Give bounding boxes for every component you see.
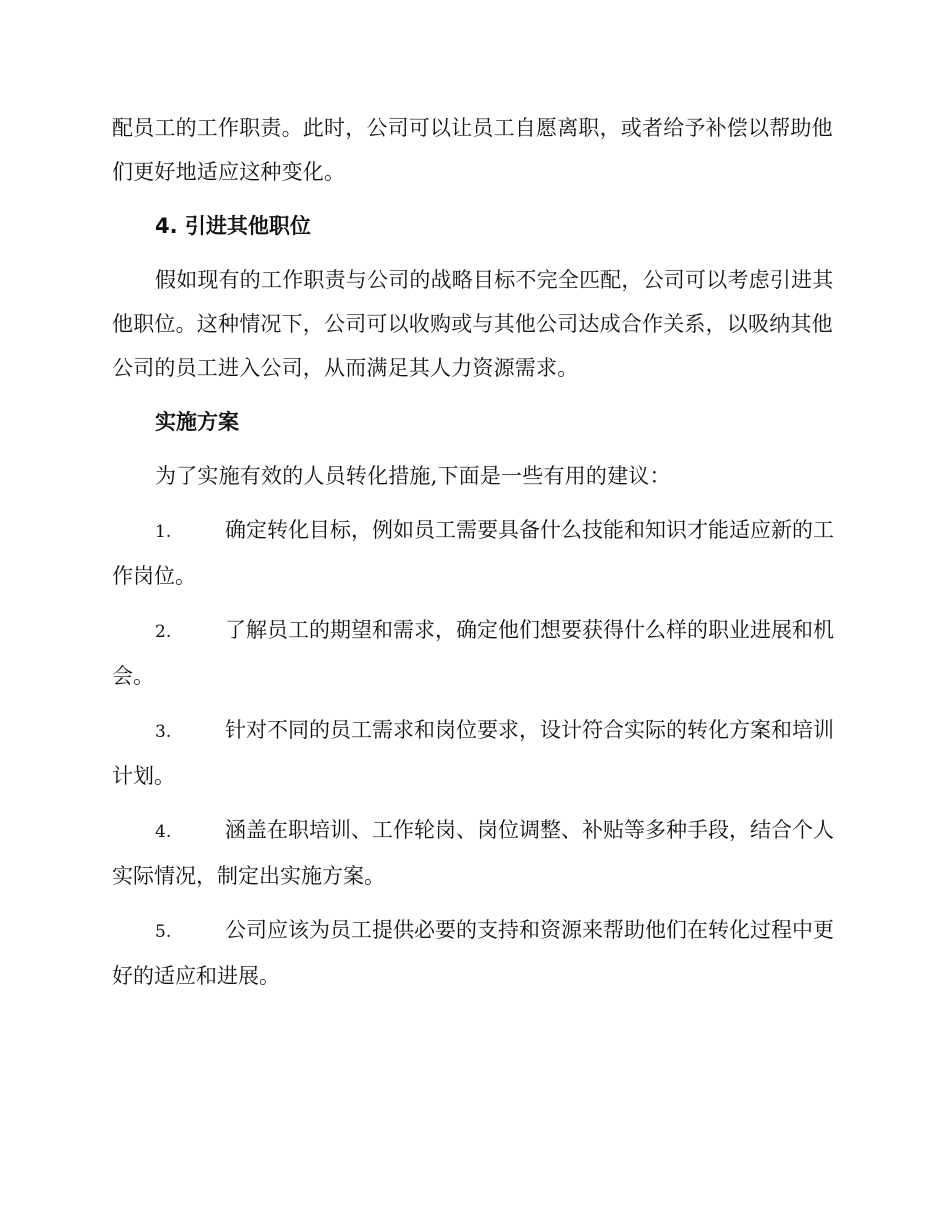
list-text: 公司应该为员工提供必要的支持和资源来帮助他们在转化过程中更好的适应和进展。 [112, 918, 834, 988]
list-text: 针对不同的员工需求和岗位要求，设计符合实际的转化方案和培训计划。 [112, 718, 834, 788]
list-item [112, 908, 837, 998]
document-page [112, 106, 837, 1008]
paragraph-introduce-positions: 假如现有的工作职责与公司的战略目标不完全匹配，公司可以考虑引进其他职位。这种情况下，公司可以收购或与其他公司达成合作关系，以吸纳其他公司的员工进入公司，从而满足其人力资源需求。 [112, 268, 834, 380]
list-text: 涵盖在职培训、工作轮岗、岗位调整、补贴等多种手段，结合个人实际情况，制定出实施方案。 [112, 818, 834, 888]
paragraph-implementation-intro: 为了实施有效的人员转化措施,下面是一些有用的建议： [155, 464, 671, 488]
list-text: 确定转化目标，例如员工需要具备什么技能和知识才能适应新的工作岗位。 [112, 518, 834, 588]
section-heading-introduce-positions: 4. 引进其他职位 [155, 214, 311, 238]
list-item [112, 808, 837, 898]
list-number: 1. [155, 522, 172, 542]
list-number: 5. [155, 922, 172, 942]
paragraph-continuation: 配员工的工作职责。此时，公司可以让员工自愿离职，或者给予补偿以帮助他们更好地适应这种变化。 [112, 116, 833, 184]
list-number: 3. [155, 722, 172, 742]
list-item [112, 508, 837, 598]
list-item [112, 708, 837, 798]
list-item [112, 608, 837, 698]
list-text: 了解员工的期望和需求，确定他们想要获得什么样的职业进展和机会。 [112, 618, 834, 688]
list-number: 4. [155, 822, 172, 842]
list-number: 2. [155, 622, 172, 642]
section-heading-implementation: 实施方案 [155, 410, 239, 434]
